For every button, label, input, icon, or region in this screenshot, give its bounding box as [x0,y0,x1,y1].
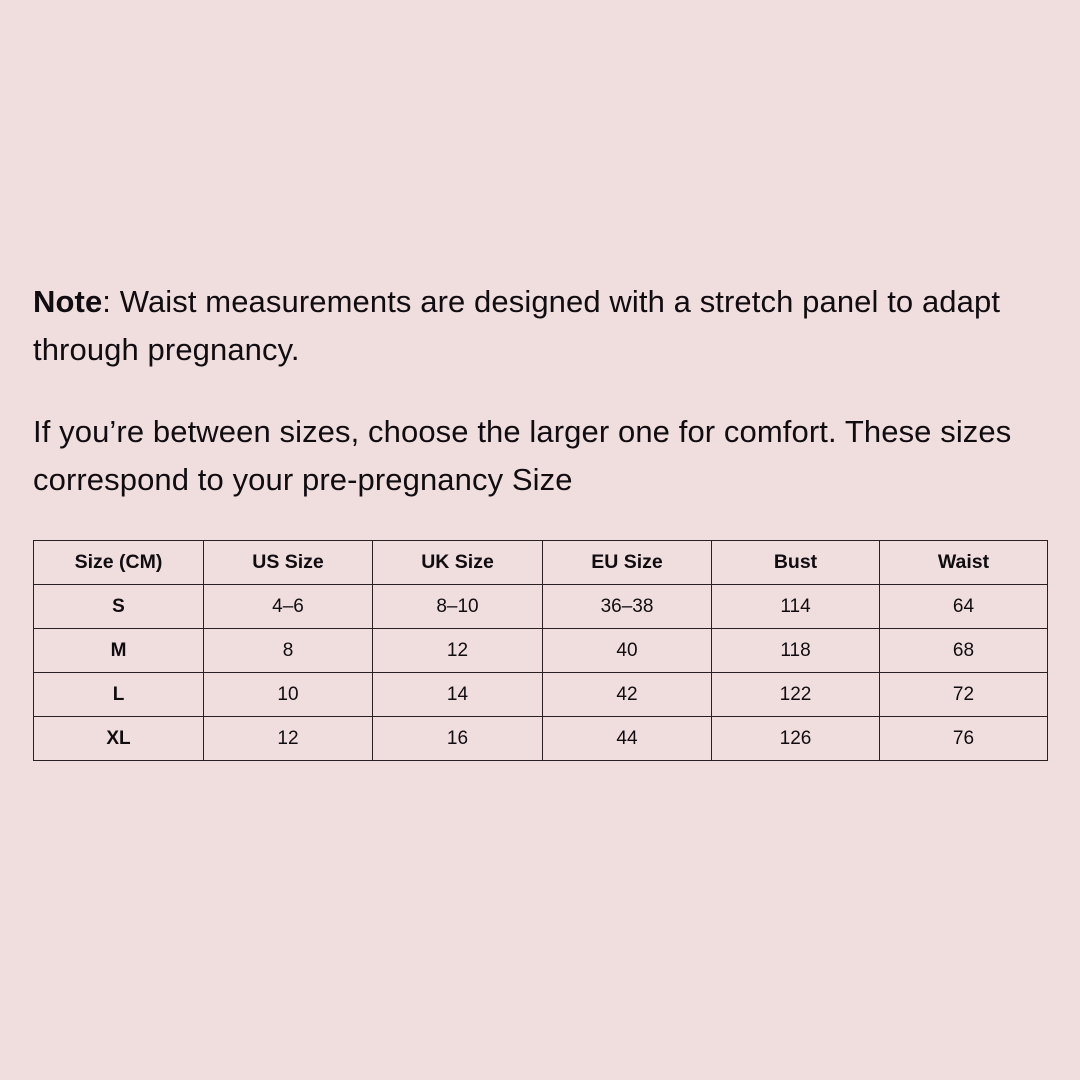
cell-uk: 14 [373,673,543,717]
cell-waist: 76 [880,717,1048,761]
column-header-bust: Bust [712,541,880,585]
cell-uk: 12 [373,629,543,673]
note-label: Note [33,284,103,319]
cell-eu: 44 [543,717,712,761]
size-chart-table [33,540,1048,761]
cell-bust: 122 [712,673,880,717]
cell-size: XL [34,717,204,761]
cell-eu: 36–38 [543,585,712,629]
cell-bust: 118 [712,629,880,673]
note-text: Waist measurements are designed with a stretch panel to adapt through pregnancy. [33,284,1001,368]
cell-us: 4–6 [204,585,373,629]
table-row [34,673,1048,717]
content-block [33,278,1047,761]
guidance-paragraph: If you’re between sizes, choose the larger one for comfort. These sizes correspond to your pre-pregnancy Size [33,414,1012,498]
note-paragraph [33,278,1023,374]
cell-waist: 64 [880,585,1048,629]
table-header-row [34,541,1048,585]
cell-size: L [34,673,204,717]
cell-eu: 40 [543,629,712,673]
table-row [34,717,1048,761]
column-header-size: Size (CM) [34,541,204,585]
table-row [34,585,1048,629]
cell-size: S [34,585,204,629]
cell-size: M [34,629,204,673]
cell-uk: 8–10 [373,585,543,629]
cell-us: 12 [204,717,373,761]
cell-waist: 72 [880,673,1048,717]
cell-waist: 68 [880,629,1048,673]
table-row [34,629,1048,673]
cell-eu: 42 [543,673,712,717]
cell-bust: 126 [712,717,880,761]
cell-us: 10 [204,673,373,717]
note-separator: : [102,284,120,319]
column-header-eu-size: EU Size [543,541,712,585]
column-header-us-size: US Size [204,541,373,585]
cell-uk: 16 [373,717,543,761]
cell-us: 8 [204,629,373,673]
column-header-uk-size: UK Size [373,541,543,585]
column-header-waist: Waist [880,541,1048,585]
cell-bust: 114 [712,585,880,629]
